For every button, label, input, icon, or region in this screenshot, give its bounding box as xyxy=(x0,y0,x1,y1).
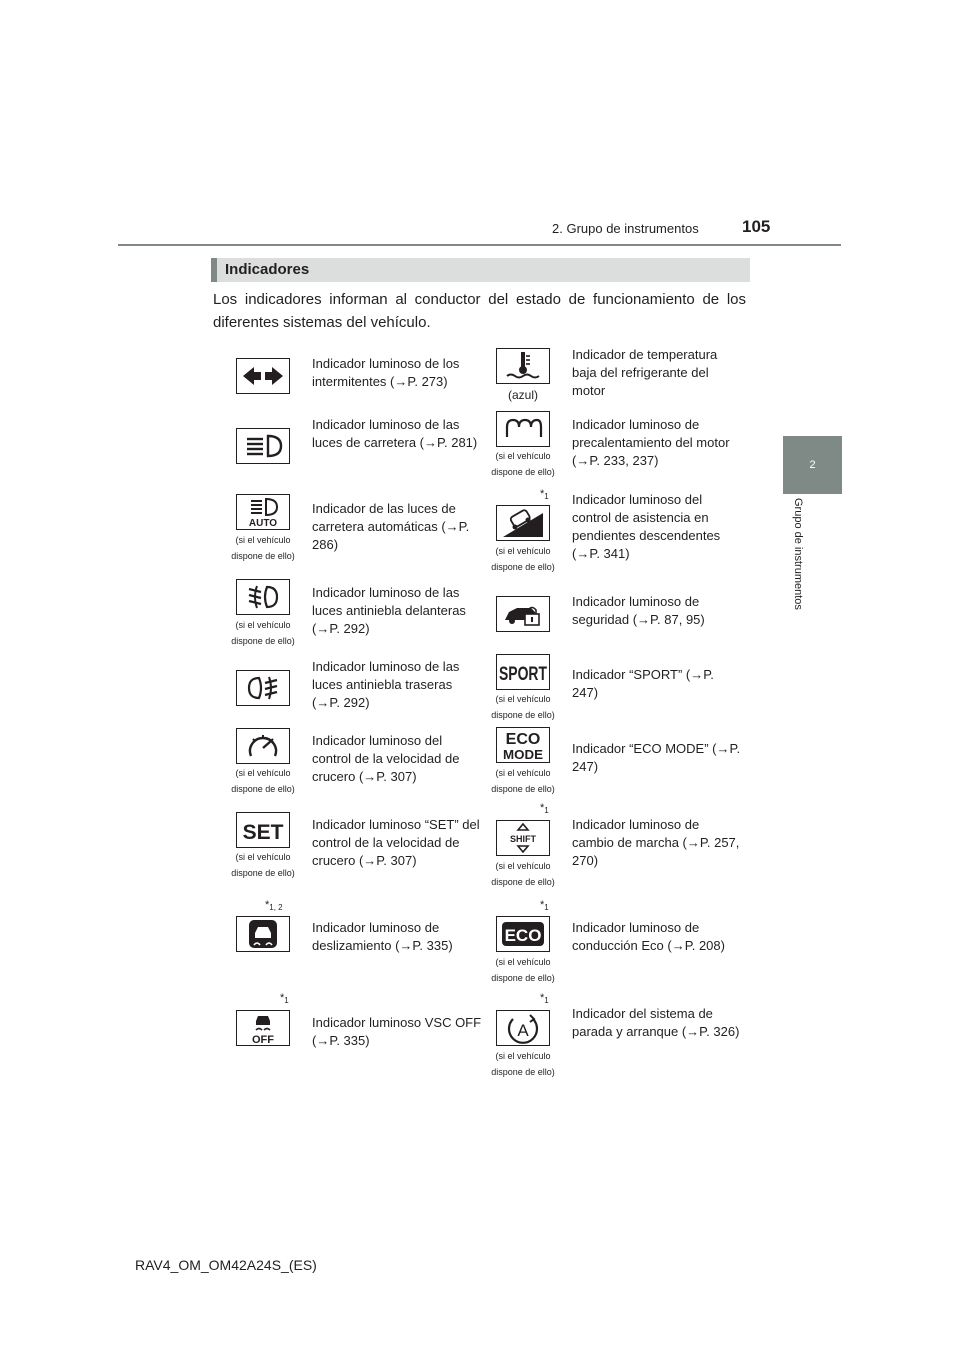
rear-fog-desc: Indicador luminoso de las luces antiniebla traseras (→P. 292) xyxy=(312,659,460,710)
set-icon xyxy=(236,812,290,848)
document-code: RAV4_OM_OM42A24S_(ES) xyxy=(135,1257,317,1273)
stop-start-icon xyxy=(496,1010,550,1046)
eco-mode-label-2: MODE xyxy=(503,747,544,762)
stop-start-desc: Indicador del sistema de parada y arranque (→P. 326) xyxy=(572,1006,740,1039)
coolant-temp-desc: Indicador de temperatura baja del refrigerante del motor xyxy=(572,347,718,398)
slip-icon xyxy=(236,916,290,952)
downhill-assist-desc: Indicador luminoso del control de asistencia en pendientes descendentes (→P. 341) xyxy=(572,492,721,561)
vsc-off-footnote-mark: $*_1$ xyxy=(280,992,289,1005)
glow-plug-note: (si el vehículo dispone de ello) xyxy=(491,451,555,477)
high-beam-desc: Indicador luminoso de las luces de carretera (→P. 281) xyxy=(312,417,478,450)
eco-mode-icon xyxy=(496,727,550,763)
shift-icon xyxy=(496,820,550,856)
auto-high-beam-desc: Indicador de las luces de carretera automáticas (→P. 286) xyxy=(312,501,470,552)
sport-icon xyxy=(496,654,550,690)
front-fog-icon xyxy=(236,579,290,615)
security-icon xyxy=(496,596,550,632)
running-header-section: 2. Grupo de instrumentos xyxy=(552,221,699,236)
cruise-control-desc: Indicador luminoso del control de la velocidad de crucero (→P. 307) xyxy=(312,733,460,784)
rear-fog-icon xyxy=(236,670,290,706)
sport-note: (si el vehículo dispone de ello) xyxy=(491,694,555,720)
eco-drive-note: (si el vehículo dispone de ello) xyxy=(491,957,555,983)
front-fog-desc: Indicador luminoso de las luces antiniebla delanteras (→P. 292) xyxy=(312,585,466,636)
downhill-assist-note: (si el vehículo dispone de ello) xyxy=(491,546,555,572)
eco-mode-label-1: ECO xyxy=(505,731,541,748)
cruise-control-icon xyxy=(236,728,290,764)
glow-plug-desc: Indicador luminoso de precalentamiento del motor (→P. 233, 237) xyxy=(572,417,730,468)
set-desc: Indicador luminoso “SET” del control de la velocidad de crucero (→P. 307) xyxy=(312,817,480,868)
shift-desc: Indicador luminoso de cambio de marcha (→P. 257, 270) xyxy=(572,817,740,868)
vsc-off-label: OFF xyxy=(252,1034,274,1046)
chapter-tab-number: 2 xyxy=(809,459,816,471)
auto-label: AUTO xyxy=(248,518,278,529)
eco-mode-desc: Indicador “ECO MODE” (→P. 247) xyxy=(572,741,741,774)
eco-drive-icon xyxy=(496,916,550,952)
auto-high-beam-note: (si el vehículo dispone de ello) xyxy=(231,535,295,561)
stop-start-footnote-mark: $*_1$ xyxy=(540,992,549,1005)
coolant-temp-note: (azul) xyxy=(507,388,538,402)
vsc-off-icon xyxy=(236,1010,290,1046)
vsc-off-desc: Indicador luminoso VSC OFF (→P. 335) xyxy=(312,1015,482,1048)
eco-mode-note: (si el vehículo dispone de ello) xyxy=(491,768,555,794)
set-note: (si el vehículo dispone de ello) xyxy=(231,852,295,878)
slip-footnote-mark: $*_{1, 2}$ xyxy=(265,899,283,912)
section-heading: Indicadores xyxy=(225,261,310,278)
set-label: SET xyxy=(242,821,284,844)
section-heading-bar xyxy=(211,258,750,282)
cruise-control-note: (si el vehículo dispone de ello) xyxy=(231,768,295,794)
shift-footnote-mark: $*_1$ xyxy=(540,802,549,815)
chapter-tab-label: Grupo de instrumentos xyxy=(792,498,804,610)
sport-label: SPORT xyxy=(499,664,548,685)
eco-drive-footnote-mark: $*_1$ xyxy=(540,899,549,912)
stop-start-note: (si el vehículo dispone de ello) xyxy=(491,1051,555,1077)
auto-high-beam-icon xyxy=(236,494,290,530)
glow-plug-icon xyxy=(496,411,550,447)
page-number: 105 xyxy=(742,217,771,236)
header-rule xyxy=(118,244,841,246)
turn-signal-icon xyxy=(236,358,290,394)
coolant-temp-icon xyxy=(496,348,550,384)
downhill-assist-icon xyxy=(496,505,550,541)
security-desc: Indicador luminoso de seguridad (→P. 87, 95) xyxy=(572,594,705,627)
sport-desc: Indicador “SPORT” (→P. 247) xyxy=(572,667,714,700)
eco-drive-label: ECO xyxy=(504,926,542,945)
chapter-tab xyxy=(783,436,842,494)
slip-desc: Indicador luminoso de deslizamiento (→P. 335) xyxy=(312,920,453,953)
turn-signal-desc: Indicador luminoso de los intermitentes (→P. 273) xyxy=(312,356,460,389)
section-heading-accent xyxy=(211,258,217,282)
high-beam-icon xyxy=(236,428,290,464)
front-fog-note: (si el vehículo dispone de ello) xyxy=(231,620,295,646)
shift-label: SHIFT xyxy=(510,834,536,844)
downhill-assist-footnote-mark: $*_1$ xyxy=(540,488,549,501)
eco-drive-desc: Indicador luminoso de conducción Eco (→P. 208) xyxy=(572,920,725,953)
stop-start-label: A xyxy=(517,1021,529,1040)
section-intro: Los indicadores informan al conductor del estado de funcionamiento de los diferentes sistemas del vehículo. xyxy=(213,291,746,331)
shift-note: (si el vehículo dispone de ello) xyxy=(491,861,555,887)
